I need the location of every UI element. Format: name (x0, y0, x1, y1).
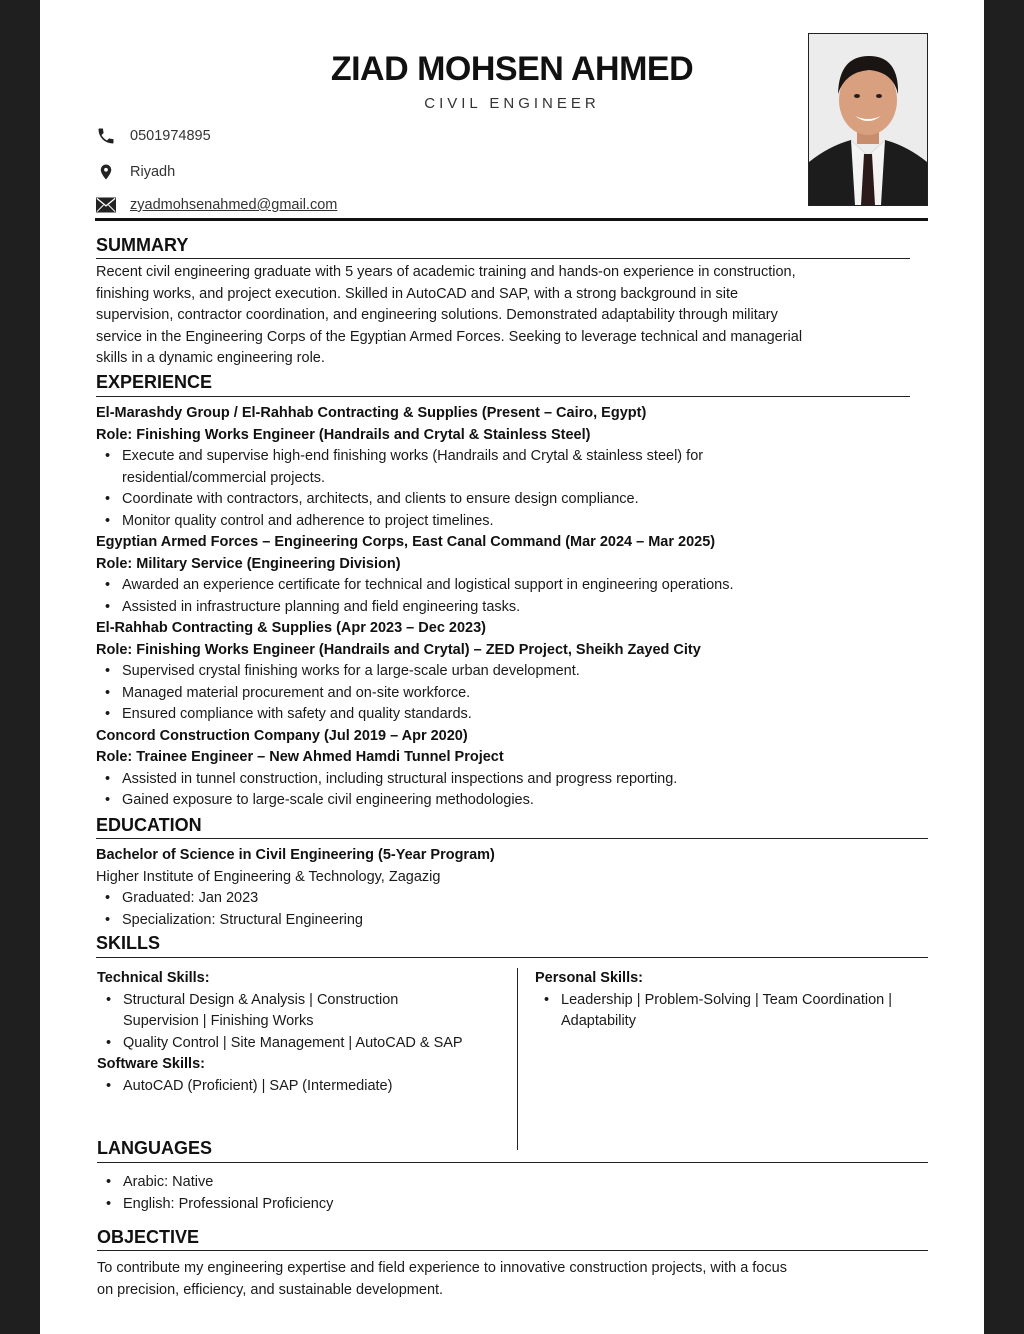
summary-heading: SUMMARY (96, 235, 189, 255)
job-company: El-Marashdy Group / El-Rahhab Contracting & Supplies (Present – Cairo, Egypt) (96, 405, 647, 421)
job-title: CIVIL ENGINEER (424, 95, 600, 112)
skills-divider (96, 957, 928, 958)
skill-bullet: • AutoCAD (Proficient) | SAP (Intermediate) (123, 1076, 492, 1098)
contact-email (95, 194, 337, 216)
skills-heading: SKILLS (96, 933, 161, 953)
personal-skills-title: Personal Skills: (535, 970, 643, 986)
summary-line: Recent civil engineering graduate with 5 years of academic training and hands-on experience in construction, (96, 264, 796, 280)
objective-text (97, 1258, 947, 1301)
job-bullet: • Monitor quality control and adherence to project timelines. (122, 511, 812, 533)
language-item: • English: Professional Proficiency (123, 1194, 917, 1216)
languages-divider (97, 1162, 928, 1163)
header-divider (95, 218, 928, 221)
job-bullet: • Gained exposure to large-scale civil engineering methodologies. (122, 790, 916, 812)
summary-line: supervision, contractor coordination, and engineering solutions. Demonstrated adaptability through military (96, 307, 778, 323)
envelope-icon (95, 194, 117, 216)
experience-list (96, 403, 916, 812)
job-company: Concord Construction Company (Jul 2019 – Apr 2020) (96, 727, 468, 744)
contact-location (95, 161, 175, 183)
job-role: Role: Military Service (Engineering Division) (96, 555, 401, 572)
summary-divider (96, 258, 910, 259)
contact-phone (95, 125, 211, 147)
experience-divider (96, 396, 910, 397)
job-bullet: • Awarded an experience certificate for technical and logistical support in engineering operations. (122, 575, 916, 597)
resume-page (40, 0, 984, 1334)
email-link[interactable]: zyadmohsenahmed@gmail.com (130, 197, 338, 213)
education-heading: EDUCATION (96, 815, 202, 835)
job-role: Role: Trainee Engineer – New Ahmed Hamdi Tunnel Project (96, 749, 504, 765)
job-company: El-Rahhab Contracting & Supplies (Apr 2023 – Dec 2023) (96, 620, 486, 636)
job-company: Egyptian Armed Forces – Engineering Corps, East Canal Command (Mar 2024 – Mar 2025) (96, 534, 716, 550)
job-bullet: • Managed material procurement and on-site workforce. (122, 683, 916, 705)
job-role: Role: Finishing Works Engineer (Handrails and Crytal & Stainless Steel) (96, 426, 591, 443)
objective-divider (97, 1250, 928, 1251)
degree-title: Bachelor of Science in Civil Engineering (5-Year Program) (96, 847, 495, 863)
portrait-illustration (809, 34, 927, 205)
location-pin-icon (95, 161, 117, 183)
education-divider (96, 838, 928, 839)
skills-column-divider (517, 968, 518, 1150)
languages-heading: LANGUAGES (97, 1138, 213, 1158)
summary-line: service in the Engineering Corps of the Egyptian Armed Forces. Seeking to leverage technical and managerial (96, 328, 803, 345)
summary-line: skills in a dynamic engineering role. (96, 350, 325, 366)
summary-line: finishing works, and project execution. Skilled in AutoCAD and SAP, with a strong background in site (96, 285, 739, 302)
objective-line: To contribute my engineering expertise and field experience to innovative construction projects, with a focus (97, 1260, 787, 1276)
job-bullet: • Execute and supervise high-end finishing works (Handrails and Crytal & stainless steel) for residential/commercial projects. (122, 446, 812, 489)
objective-heading: OBJECTIVE (97, 1227, 200, 1247)
skill-bullet: • Quality Control | Site Management | AutoCAD & SAP (123, 1033, 463, 1055)
education-block (96, 845, 916, 931)
technical-skills-title: Technical Skills: (97, 970, 210, 986)
language-item: • Arabic: Native (123, 1172, 917, 1194)
location-text: Riyadh (130, 164, 176, 180)
software-skills-title: Software Skills: (97, 1056, 205, 1072)
phone-number: 0501974895 (130, 128, 211, 144)
education-bullet: • Specialization: Structural Engineering (122, 910, 916, 932)
experience-heading: EXPERIENCE (96, 372, 213, 392)
summary-text (96, 262, 946, 370)
skill-bullet: • Structural Design & Analysis | Construction Supervision | Finishing Works (123, 990, 463, 1033)
job-bullet: • Assisted in infrastructure planning and field engineering tasks. (122, 597, 916, 619)
education-bullet: • Graduated: Jan 2023 (122, 888, 916, 910)
skill-bullet: • Leadership | Problem-Solving | Team Coordination | Adaptability (561, 990, 951, 1033)
objective-line: on precision, efficiency, and sustainable development. (97, 1281, 444, 1298)
job-role: Role: Finishing Works Engineer (Handrails and Crytal) – ZED Project, Sheikh Zayed City (96, 641, 701, 658)
job-bullet: • Coordinate with contractors, architects, and clients to ensure design compliance. (122, 489, 812, 511)
job-bullet: • Assisted in tunnel construction, including structural inspections and progress reporting. (122, 769, 916, 791)
phone-icon (95, 125, 117, 147)
job-bullet: • Ensured compliance with safety and quality standards. (122, 704, 916, 726)
school-name: Higher Institute of Engineering & Technology, Zagazig (96, 868, 441, 885)
candidate-name: ZIAD MOHSEN AHMED (330, 50, 694, 88)
personal-skills (535, 968, 955, 1033)
profile-photo (808, 33, 928, 206)
job-bullet: • Supervised crystal finishing works for a large-scale urban development. (122, 661, 916, 683)
languages-list (97, 1172, 917, 1215)
technical-skills (97, 968, 492, 1097)
